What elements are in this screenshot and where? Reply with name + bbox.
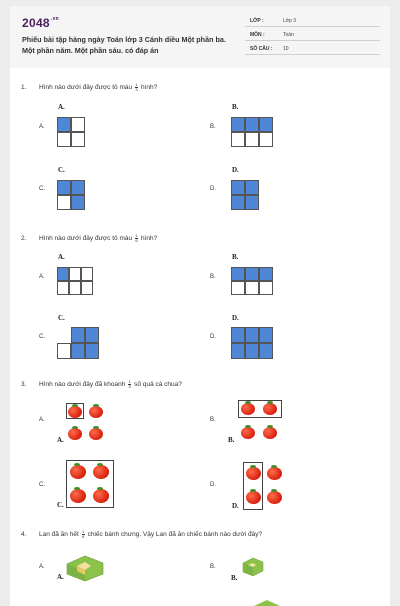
q1-option-d-heading: D.: [232, 166, 239, 174]
q1-option-a-label[interactable]: A.: [39, 124, 45, 130]
q2-option-c-label[interactable]: C.: [39, 334, 45, 340]
fraction: $\frac{1}{6}$: [135, 233, 138, 243]
q2-option-b-label[interactable]: B.: [210, 274, 216, 280]
question-1: 1. Hình nào dưới đây được tô màu $\frac{1}{3}$ hình?: [21, 82, 158, 92]
worksheet-page: [10, 6, 390, 606]
q1-option-b-label[interactable]: B.: [210, 124, 216, 130]
tomato-icon: [70, 489, 86, 503]
fraction: $\frac{1}{6}$: [82, 529, 85, 539]
tomato-icon: [89, 428, 103, 440]
banh-chung-icon[interactable]: [63, 554, 107, 582]
q4-option-b-heading: B.: [231, 574, 238, 582]
q2-option-d-heading: D.: [232, 314, 239, 322]
tomato-icon: [263, 403, 277, 415]
q2-option-b-heading: B.: [232, 253, 239, 261]
question-4: 4. Lan đã ăn hết $\frac{1}{6}$ chiếc bánh chưng. Vậy Lan đã ăn chiếc bánh nào dưới đây?: [21, 529, 263, 539]
q2-option-c-heading: C.: [58, 314, 65, 322]
q4-option-a-heading: A.: [57, 573, 64, 581]
q1-option-c-heading: C.: [58, 166, 65, 174]
meta-question-count: SỐ CÂU : 10: [245, 44, 380, 55]
q3-option-d-label[interactable]: D.: [210, 482, 216, 488]
q1-option-b-heading: B.: [232, 103, 239, 111]
banh-chung-icon: [252, 598, 282, 606]
fraction: $\frac{1}{3}$: [135, 82, 138, 92]
q3-option-b-heading: B.: [228, 436, 235, 444]
fraction: $\frac{1}{5}$: [128, 379, 131, 389]
tomato-icon: [68, 406, 82, 418]
meta-grade: LỚP : Lớp 3: [245, 16, 380, 27]
q2-option-a-label[interactable]: A.: [39, 274, 45, 280]
tomato-icon: [267, 491, 282, 504]
banh-chung-icon[interactable]: [241, 556, 265, 578]
q4-option-b-label[interactable]: B.: [210, 564, 216, 570]
q2-option-d-label[interactable]: D.: [210, 334, 216, 340]
question-3: 3. Hình nào dưới đây đã khoanh $\frac{1}{5}$ số quả cà chua?: [21, 379, 182, 389]
tomato-icon: [89, 406, 103, 418]
tomato-icon: [93, 489, 109, 503]
q3-option-a-label[interactable]: A.: [39, 417, 45, 423]
q1-option-c-label[interactable]: C.: [39, 186, 45, 192]
tomato-icon: [70, 465, 86, 479]
tomato-icon: [263, 427, 277, 439]
tomato-icon: [93, 465, 109, 479]
tomato-icon: [68, 428, 82, 440]
tomato-icon: [246, 491, 261, 504]
q3-option-c-label[interactable]: C.: [39, 482, 45, 488]
worksheet-title: Phiếu bài tập hàng ngày Toán lớp 3 Cánh diều Một phần ba. Một phần năm. Một phần sáu. có đáp án: [22, 35, 226, 55]
tomato-icon: [241, 427, 255, 439]
q4-option-a-label[interactable]: A.: [39, 564, 45, 570]
q3-option-c-heading: C.: [57, 501, 64, 509]
tomato-icon: [246, 467, 261, 480]
q1-option-a-heading: A.: [58, 103, 65, 111]
q1-option-d-label[interactable]: D.: [210, 186, 216, 192]
q3-option-b-label[interactable]: B.: [210, 417, 216, 423]
q3-option-a-heading: A.: [57, 436, 64, 444]
meta-subject: MÔN : Toán: [245, 30, 380, 41]
q2-option-a-heading: A.: [58, 253, 65, 261]
q3-option-d-heading: D.: [232, 502, 239, 510]
worksheet-header: [10, 6, 390, 68]
site-logo[interactable]: $2048^{.vn}$: [22, 16, 60, 30]
question-2: 2. Hình nào dưới đây được tô màu $\frac{1}{6}$ hình?: [21, 233, 158, 243]
tomato-icon: [241, 403, 255, 415]
tomato-icon: [267, 467, 282, 480]
